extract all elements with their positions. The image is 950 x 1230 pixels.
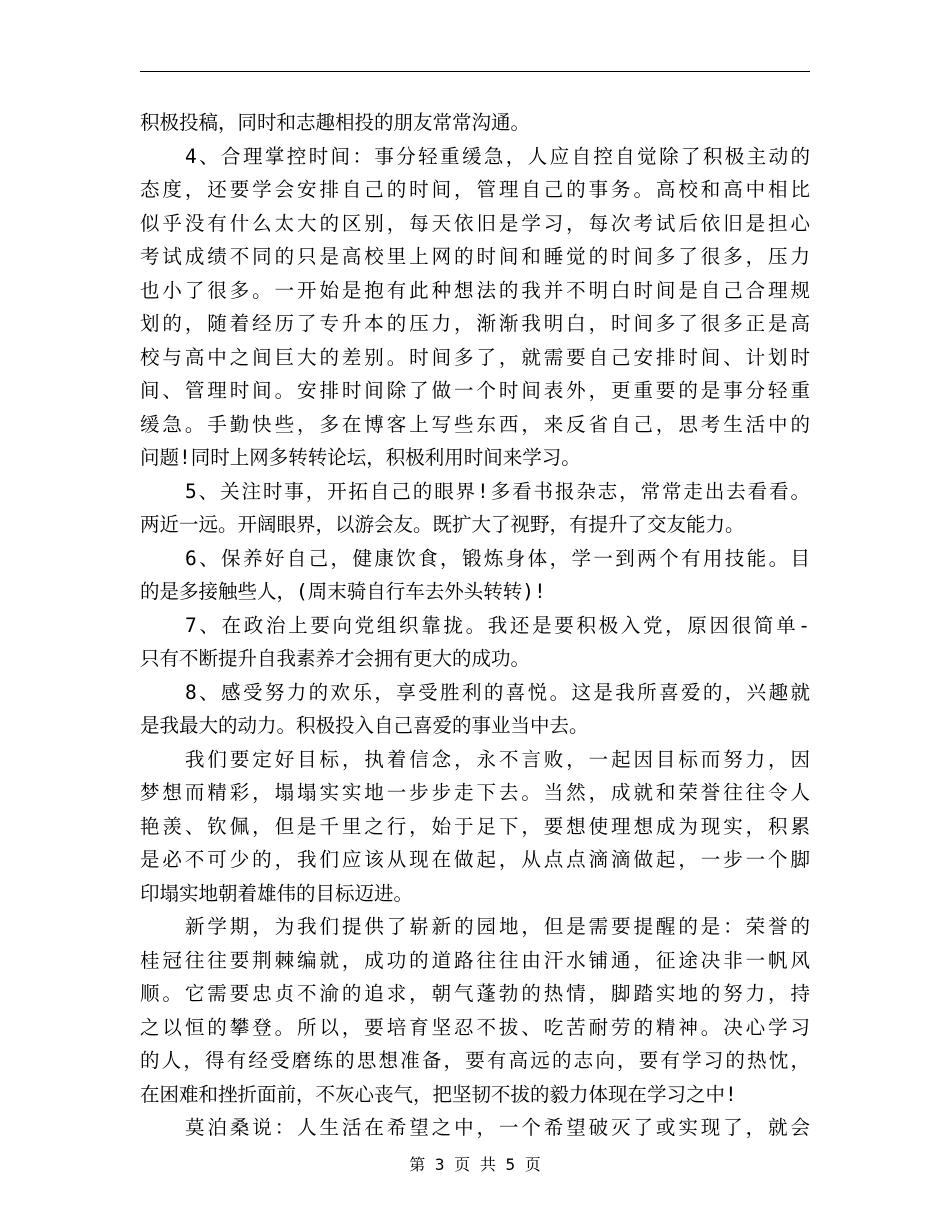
text-line: 的人，得有经受磨练的思想准备，要有高远的志向，要有学习的热忱， <box>140 1049 810 1072</box>
text-line: 7、在政治上要向党组织靠拢。我还是要积极入党，原因很简单- <box>185 613 810 637</box>
text-line: 是我最大的动力。积极投入自己喜爱的事业当中去。 <box>140 714 589 737</box>
text-line: 桂冠往往要荆棘编就，成功的道路往往由汗水铺通，征途决非一帆风 <box>140 948 810 972</box>
text-line: 在困难和挫折面前，不灰心丧气，把坚韧不拔的毅力体现在学习之中! <box>140 1082 737 1106</box>
text-line: 只有不断提升自我素养才会拥有更大的成功。 <box>140 647 531 670</box>
text-line: 态度，还要学会安排自己的时间，管理自己的事务。高校和高中相比 <box>140 178 810 201</box>
page-number-label: 第 3 页 共 5 页 <box>409 1155 541 1174</box>
text-line: 5、关注时事，开拓自己的眼界!多看书报杂志，常常走出去看看。 <box>185 479 810 503</box>
text-line: 积极投稿，同时和志趣相投的朋友常常沟通。 <box>140 111 531 134</box>
text-line: 8、感受努力的欢乐，享受胜利的喜悦。这是我所喜爱的，兴趣就 <box>185 680 810 704</box>
header-rule <box>140 71 810 72</box>
text-line: 校与高中之间巨大的差别。时间多了，就需要自己安排时间、计划时 <box>140 345 810 369</box>
text-line: 也小了很多。一开始是抱有此种想法的我并不明白时间是自己合理规 <box>140 278 810 302</box>
text-line: 艳羡、钦佩，但是千里之行，始于足下，要想使理想成为现实，积累 <box>140 814 810 838</box>
text-line: 4、合理掌控时间：事分轻重缓急，人应自控自觉除了积极主动的 <box>185 144 810 168</box>
text-line: 新学期，为我们提供了崭新的园地，但是需要提醒的是：荣誉的 <box>185 915 810 938</box>
text-line: 的是多接触些人，(周末骑自行车去外头转转)! <box>140 580 546 603</box>
text-line: 梦想而精彩，塌塌实实地一步步走下去。当然，成就和荣誉往往令人 <box>140 781 810 804</box>
text-line: 我们要定好目标，执着信念，永不言败，一起因目标而努力，因 <box>185 747 810 771</box>
text-line: 考试成绩不同的只是高校里上网的时间和睡觉的时间多了很多，压力 <box>140 245 810 268</box>
text-line: 莫泊桑说：人生活在希望之中，一个希望破灭了或实现了，就会 <box>185 1116 810 1139</box>
text-line: 似乎没有什么太大的区别，每天依旧是学习，每次考试后依旧是担心 <box>140 211 810 235</box>
text-line: 问题!同时上网多转转论坛，积极利用时间来学习。 <box>140 446 581 469</box>
text-line: 印塌实地朝着雄伟的目标迈进。 <box>140 881 414 905</box>
text-line: 之以恒的攀登。所以，要培育坚忍不拔、吃苦耐劳的精神。决心学习 <box>140 1015 810 1039</box>
text-line: 两近一远。开阔眼界，以游会友。既扩大了视野，有提升了交友能力。 <box>140 513 745 536</box>
text-line: 顺。它需要忠贞不渝的追求，朝气蓬勃的热情，脚踏实地的努力，持 <box>140 982 810 1005</box>
text-line: 6、保养好自己，健康饮食，锻炼身体，学一到两个有用技能。目 <box>185 546 810 570</box>
text-line: 划的，随着经历了专升本的压力，渐渐我明白，时间多了很多正是高 <box>140 312 810 335</box>
text-line: 缓急。手勤快些，多在博客上写些东西，来反省自己，思考生活中的 <box>140 412 810 436</box>
page-footer <box>0 1155 950 1175</box>
document-body <box>140 106 810 1145</box>
text-line: 是必不可少的，我们应该从现在做起，从点点滴滴做起，一步一个脚 <box>140 848 810 871</box>
text-line: 间、管理时间。安排时间除了做一个时间表外，更重要的是事分轻重 <box>140 379 810 402</box>
